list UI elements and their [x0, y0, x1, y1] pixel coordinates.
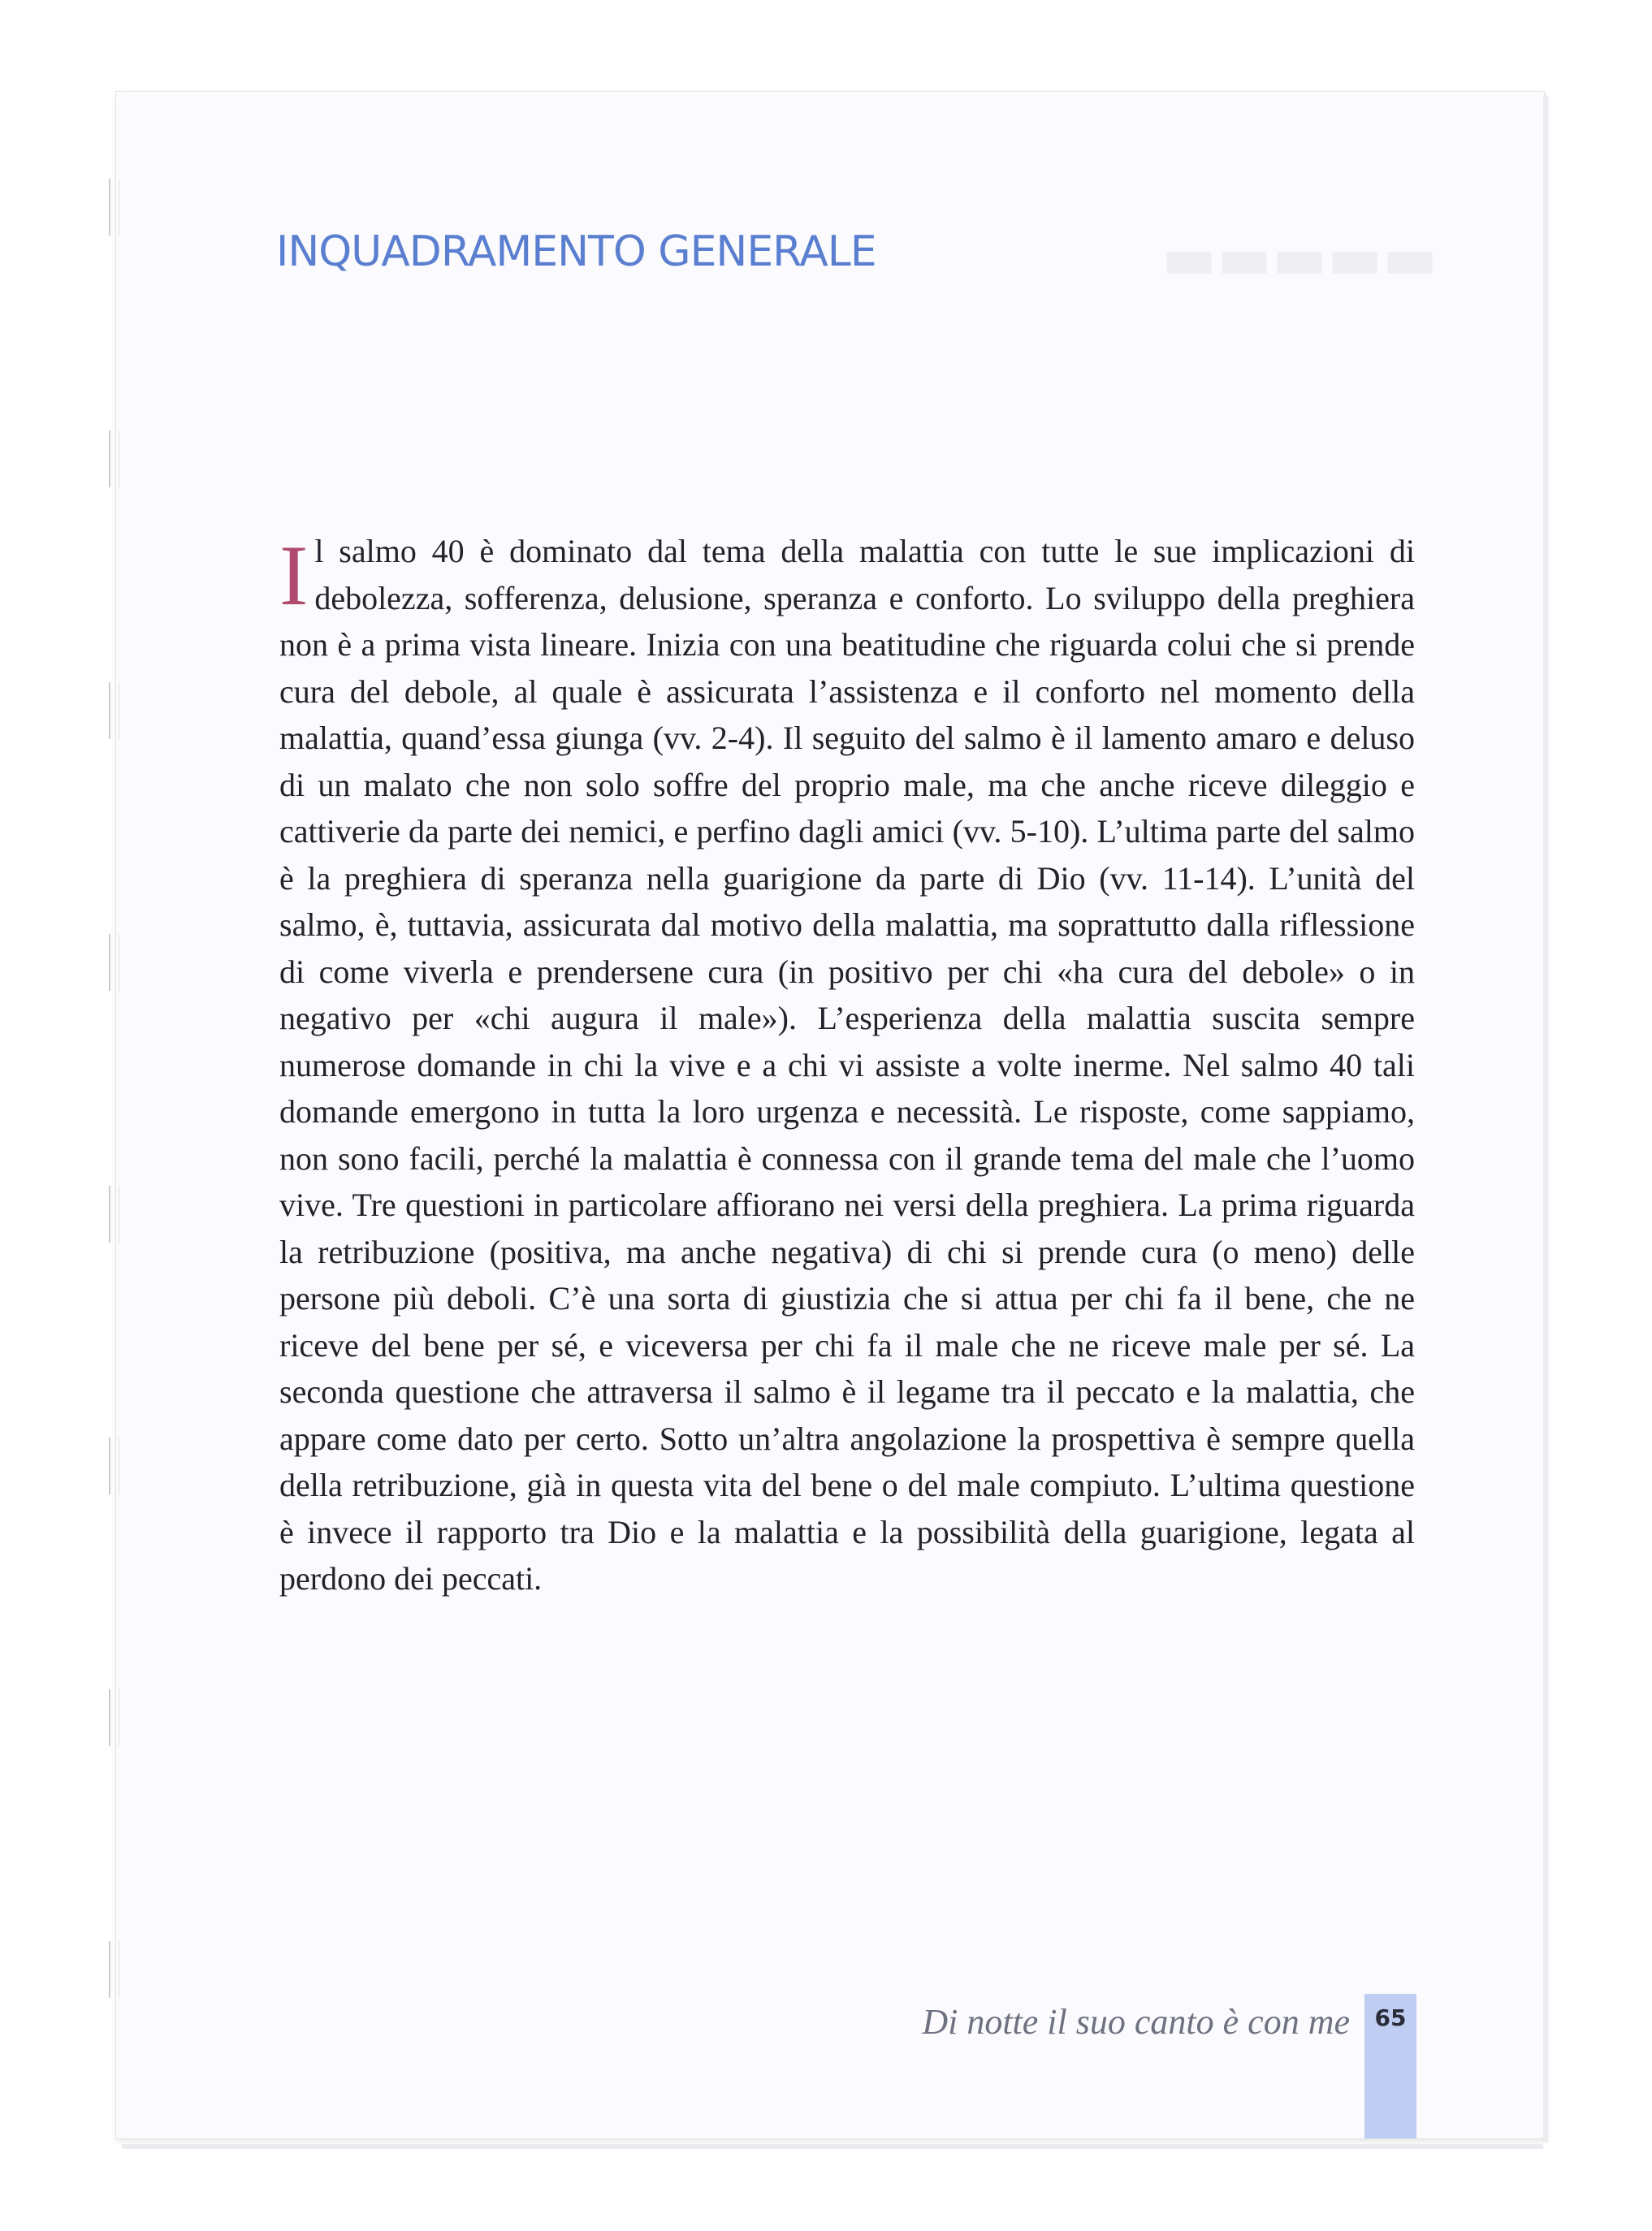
stitch-mark — [109, 1689, 119, 1746]
body-text: l salmo 40 è dominato dal tema della malattia con tutte le sue implicazioni di debolezza, sofferenza, delusione, speranza e conforto. Lo sviluppo della preghiera non è a prima vista lineare. Inizia con una beatitudine che riguarda colui che si prende cura del debole, al quale è assicurata l’assistenza e il conforto nel momento della malattia, quand’essa giunga (vv. 2-4). Il seguito del salmo è il lamento amaro e deluso di un malato che non solo soffre del proprio male, ma che anche riceve dileggio e cattiverie da parte dei nemici, e perfino dagli amici (vv. 5-10). L’ultima parte del salmo è la preghiera di speranza nella guarigione da parte di Dio (vv. 11-14). L’unità del salmo, è, tuttavia, assicurata dal motivo della malattia, ma soprattutto dalla riflessione di come viverla e prendersene cura (in positivo per chi «ha cura del debole» o in negativo per «chi augura il male»). L’esperienza della malattia suscita sempre numerose domande in chi la vive e a chi vi assiste a volte inerme. Nel salmo 40 tali domande emergono in tutta la loro urgenza e necessità. Le risposte, come sappiamo, non sono facili, perché la malattia è connessa con il grande tema del male che l’uomo vive. Tre questioni in particolare affiorano nei versi della preghiera. La prima riguarda la retribuzione (positiva, ma anche negativa) di chi si prende cura (o meno) delle persone più deboli. C’è una sorta di giustizia che si attua per chi fa il bene, che ne riceve del bene per sé, e viceversa per chi fa il male che ne riceve male per sé. La seconda questione che attraversa il salmo è il legame tra il peccato e la malattia, che appare come dato per certo. Sotto un’altra angolazione la prospettiva è sempre quella della retribuzione, già in questa vita del bene o del male compiuto. L’ultima questione è invece il rapporto tra Dio e la malattia e la possibilità della guarigione, legata al perdono dei peccati. — [279, 533, 1415, 1597]
binding-stitches — [104, 162, 122, 2071]
stitch-mark — [109, 934, 119, 991]
stitch-mark — [109, 1941, 119, 1998]
running-footer-title: Di notte il suo canto è con me — [922, 2002, 1350, 2042]
stitch-mark — [109, 682, 119, 739]
body-paragraph — [279, 528, 1415, 1602]
stitch-mark — [109, 179, 119, 236]
page-edge-right — [1543, 96, 1548, 2142]
stitch-mark — [109, 1438, 119, 1494]
drop-cap: I — [279, 528, 309, 623]
stitch-mark — [109, 1186, 119, 1243]
section-heading: INQUADRAMENTO GENERALE — [276, 227, 876, 276]
stitch-mark — [109, 430, 119, 487]
bleed-through-shadow: ▬▬▬▬▬ — [1161, 223, 1438, 292]
page-edge-bottom — [122, 2144, 1543, 2149]
page-number: 65 — [1374, 2004, 1407, 2031]
